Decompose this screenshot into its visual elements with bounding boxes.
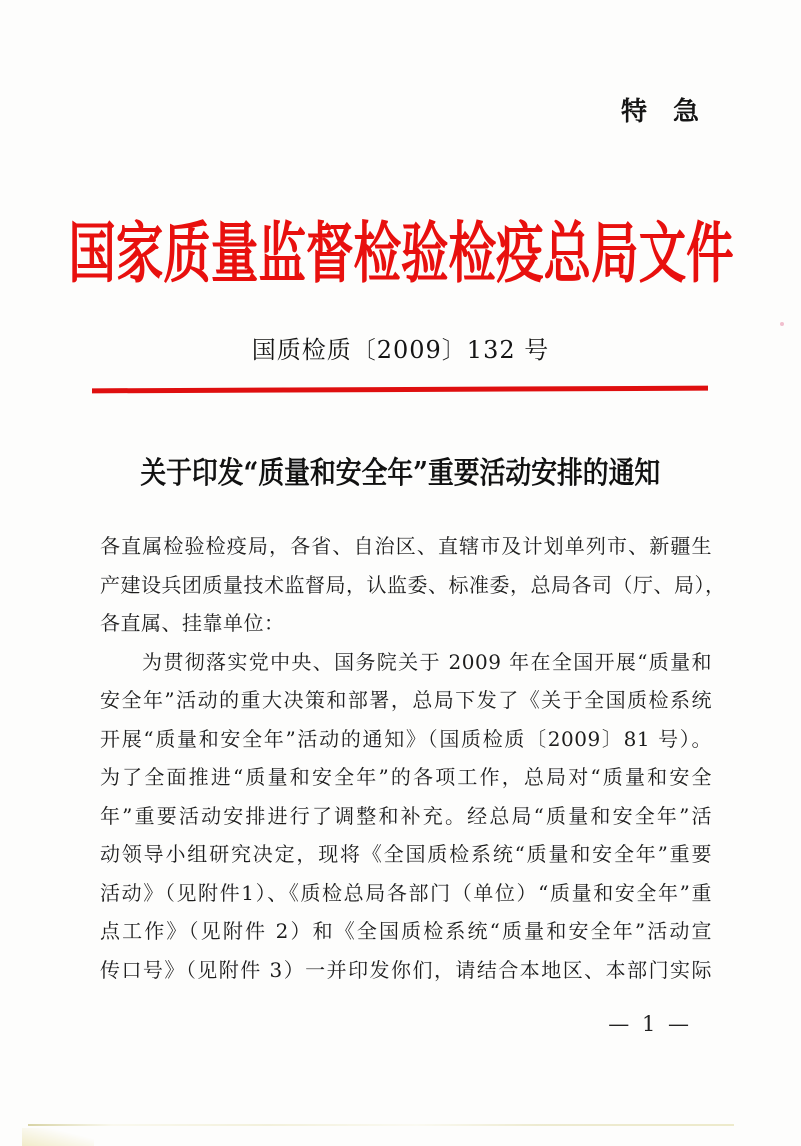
agency-title: 国家质量监督检验检疫总局文件 (67, 213, 734, 292)
body-line: 为了全面推进“质量和安全年”的各项工作，总局对“质量和安全 (100, 765, 712, 789)
body-line: 安全年”活动的重大决策和部署，总局下发了《关于全国质检系统 (100, 688, 712, 712)
body-line: 开展“质量和安全年”活动的通知》（国质检质〔2009〕81 号）。 (100, 726, 712, 751)
body-line: 为贯彻落实党中央、国务院关于 2009 年在全国开展“质量和 (142, 649, 712, 674)
scan-artifact-speck (780, 322, 784, 326)
notice-title-text: 关于印发“质量和安全年”重要活动安排的通知 (140, 456, 661, 491)
page-number: — 1 — (608, 1012, 692, 1036)
letterhead (0, 203, 801, 291)
body-text (100, 527, 726, 989)
body-line: 传口号》（见附件 3）一并印发你们，请结合本地区、本部门实际 (100, 957, 712, 982)
body-line: 活动》（见附件1）、《质检总局各部门（单位）“质量和安全年”重 (100, 880, 712, 905)
body-line: 动领导小组研究决定，现将《全国质检系统“质量和安全年”重要 (100, 842, 712, 866)
notice-title (0, 448, 801, 492)
scan-artifact-line (28, 1124, 734, 1126)
scan-artifact-corner (22, 1128, 94, 1146)
body-line: 点工作》（见附件 2）和《全国质检系统“质量和安全年”活动宣 (100, 919, 712, 943)
body-line: 各直属检验检疫局，各省、自治区、直辖市及计划单列市、新疆生 (100, 534, 712, 558)
body-line: 年”重要活动安排进行了调整和补充。经总局“质量和安全年”活 (100, 803, 712, 828)
urgency-label: 特 急 (620, 97, 699, 127)
body-line: 产建设兵团质量技术监督局，认监委、标准委，总局各司（厅、局）， (100, 572, 726, 597)
red-divider-rule (92, 386, 708, 394)
body-line: 各直属、挂靠单位： (100, 611, 285, 635)
document-number: 国质检质〔2009〕132 号 (251, 336, 550, 364)
